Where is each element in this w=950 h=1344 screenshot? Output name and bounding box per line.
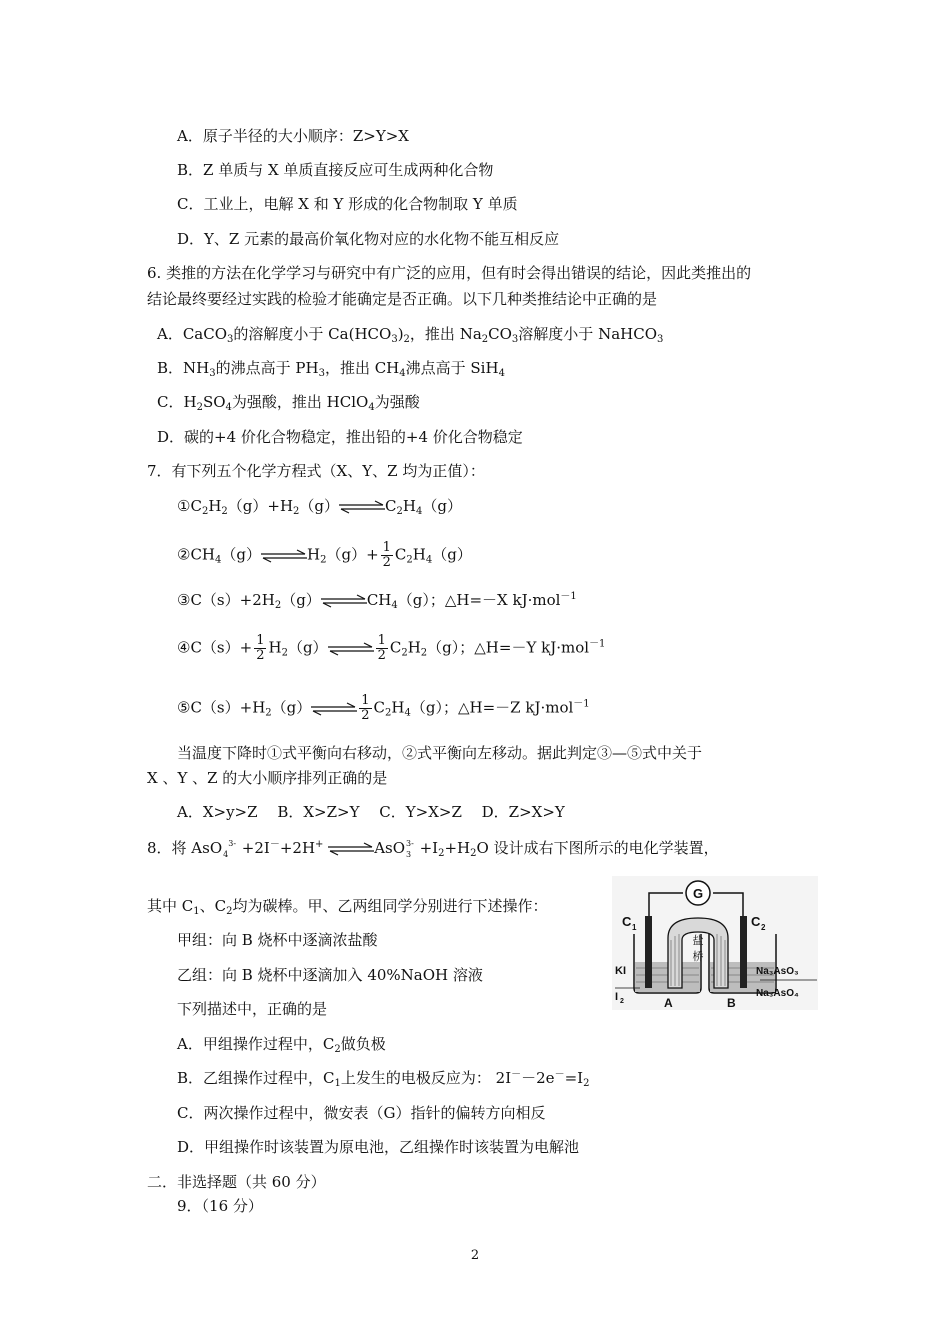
q6-option-a: A．CaCO$_3$的溶解度小于 $Ca(HCO_3)_2$，推出 $Na_2CO_3$溶解度小于 NaHCO$_3$ xyxy=(157,325,664,345)
q8-group-yi: 乙组：向 B 烧杯中逐滴加入 40%NaOH 溶液 xyxy=(177,966,483,984)
salt-bridge-label: 盐 xyxy=(692,935,704,947)
q7-equation-3: $③C(s)+2H_2(g)$ $CH_4(g)$；△H=－X kJ·mol$^{-1}$ xyxy=(177,591,577,611)
c2-label: C xyxy=(751,914,761,929)
q6-option-c: C．$H_2SO_4$为强酸，推出 HClO$_4$为强酸 xyxy=(157,393,420,413)
fraction-half: $\frac{1}{2}$ xyxy=(256,633,265,663)
c1-label: C xyxy=(622,914,632,929)
q8-option-d: D．甲组操作时该装置为原电池，乙组操作时该装置为电解池 xyxy=(177,1138,580,1156)
q7-stem: 7．有下列五个化学方程式（X、Y、Z 均为正值）： xyxy=(147,462,485,480)
q8-option-a: A．甲组操作过程中，$C_2$做负极 xyxy=(177,1035,386,1055)
equilibrium-arrow-icon xyxy=(261,549,307,563)
electrode-c1 xyxy=(645,916,652,988)
q7-equation-5: $⑤C(s)+H_2(g)$ $\frac{1}{2}$ $C_2H_4(g)$；△H=－Z kJ·mol$^{-1}$ xyxy=(177,693,590,723)
left-solution-label: KI xyxy=(615,965,626,977)
electrochemical-cell-figure xyxy=(612,876,818,1010)
q7-equation-1: $①C_2H_2(g)+H_2(g)$ $C_2H_4(g)$ xyxy=(177,497,462,517)
q7-options: A．X>y>Z B．X>Z>Y C．Y>X>Z D．Z>X>Y xyxy=(177,803,565,821)
beaker-a-label: A xyxy=(664,996,673,1010)
q5-option-b: B．Z 单质与 X 单质直接反应可生成两种化合物 xyxy=(177,161,494,179)
q5-option-a: A．原子半径的大小顺序：Z>Y>X xyxy=(177,127,409,145)
q7-equation-4: ④C（s）+ $\frac{1}{2}$ $H_2(g)$ $\frac{1}{2}$ $C_2H_2(g)$；△H=－Y kJ·mol$^{-1}$ xyxy=(177,633,606,663)
equilibrium-arrow-icon xyxy=(311,702,357,716)
equilibrium-arrow-icon xyxy=(328,642,374,656)
c1-label-sub: 1 xyxy=(632,923,637,932)
q6-option-d: D．碳的+4 价化合物稳定，推出铅的+4 价化合物稳定 xyxy=(157,428,523,446)
q8-stem-line1: 8．将 AsO 3- 4 +2I－+2H+ AsO3- $3 +I_2+H_2O$ 设计成右下图所示的电化学装置， xyxy=(147,839,719,859)
fraction-half: $\frac{1}{2}$ xyxy=(377,633,386,663)
left-solution-label: I xyxy=(615,991,619,1003)
galvanometer-label: G xyxy=(692,886,704,901)
q8-stem-line2: 其中 $C_1$、$C_2$均为碳棒。甲、乙两组同学分别进行下述操作： xyxy=(147,897,548,917)
q5-option-d: D．Y、Z 元素的最高价氧化物对应的水化物不能互相反应 xyxy=(177,230,560,248)
q8-option-b: B．乙组操作过程中，$C_1$上发生的电极反应为： $2I^--2e^-=I_2$ xyxy=(177,1069,590,1089)
q7-condition-line2: X 、Y 、Z 的大小顺序排列正确的是 xyxy=(147,769,388,787)
salt-bridge-label: 桥 xyxy=(692,951,704,963)
q7-equation-2: $②CH_4(g)$ $H_2(g)+$ $\frac{1}{2}$ $C_2H_4(g)$ xyxy=(177,540,472,570)
electrode-c2 xyxy=(740,916,747,988)
q6-stem-line1: 6. 类推的方法在化学学习与研究中有广泛的应用，但有时会得出错误的结论，因此类推出的 xyxy=(147,264,752,282)
left-solution-label-sub: 2 xyxy=(620,998,624,1005)
q8-option-c: C．两次操作过程中，微安表（G）指针的偏转方向相反 xyxy=(177,1104,546,1122)
q5-option-c: C．工业上，电解 X 和 Y 形成的化合物制取 Y 单质 xyxy=(177,195,518,213)
right-solution-label: Na₃AsO₃ xyxy=(756,966,799,977)
equilibrium-arrow-icon xyxy=(321,594,367,608)
beaker-b-label: B xyxy=(727,996,736,1010)
fraction-half: $\frac{1}{2}$ xyxy=(361,693,370,723)
q8-group-jia: 甲组：向 B 烧杯中逐滴浓盐酸 xyxy=(177,931,378,949)
q6-option-b: B．$NH_3$的沸点高于 $PH_3$，推出 $CH_4$沸点高于 SiH$_4$ xyxy=(157,359,505,379)
fraction-half: $\frac{1}{2}$ xyxy=(382,540,391,570)
q9-heading: 9．（16 分） xyxy=(177,1197,263,1215)
section2-title: 二．非选择题（共 60 分） xyxy=(147,1173,326,1191)
right-solution-label: Na₃AsO₄ xyxy=(756,988,799,999)
page-number: 2 xyxy=(470,1248,480,1263)
q6-stem-line2: 结论最终要经过实践的检验才能确定是否正确。以下几种类推结论中正确的是 xyxy=(147,290,658,308)
equilibrium-arrow-icon xyxy=(339,500,385,514)
q8-question: 下列描述中，正确的是 xyxy=(177,1000,328,1018)
c2-label-sub: 2 xyxy=(761,923,766,932)
q7-condition-line1: 当温度下降时①式平衡向右移动，②式平衡向左移动。据此判定③—⑤式中关于 xyxy=(177,744,703,762)
equilibrium-arrow-icon xyxy=(328,842,374,856)
